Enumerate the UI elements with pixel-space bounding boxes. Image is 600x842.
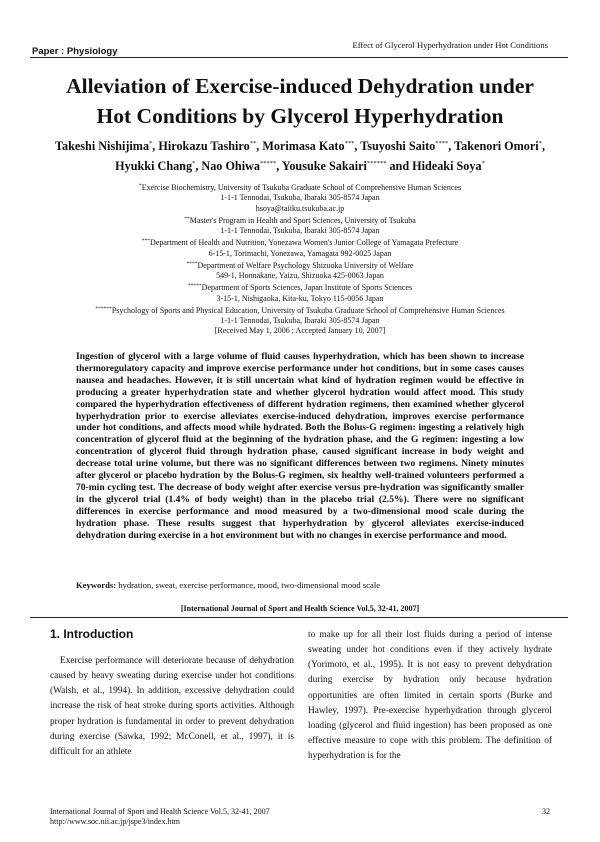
author-3: Morimasa Kato***, bbox=[262, 139, 361, 153]
title-line-2: Hot Conditions by Glycerol Hyperhydration bbox=[96, 104, 504, 128]
affiliation-3: ***Department of Health and Nutrition, Yonezawa Women's Junior College of Yamagata Prefecture 6-15-1, Torimachi, Yonezawa, Yamagata 992-0025 Japan bbox=[141, 238, 459, 258]
author-4: Tsuyoshi Saito****, bbox=[360, 139, 455, 153]
journal-citation: [International Journal of Sport and Health Science Vol.5, 32-41, 2007] bbox=[180, 604, 420, 613]
keywords-label: Keywords: bbox=[76, 580, 117, 590]
affiliation-2: **Master's Program in Health and Sport Sciences, University of Tsukuba 1-1-1 Tennodai, Tsukuba, Ibaraki 305-8574 Japan bbox=[184, 215, 416, 235]
author-8: Yousuke Sakairi****** and bbox=[281, 159, 413, 173]
contact-email[interactable]: hsoya@taiiku.tsukuba.ac.jp bbox=[255, 203, 345, 213]
author-9: Hideaki Soya* bbox=[412, 159, 485, 173]
introduction-left-column: Exercise performance will deteriorate because of dehydration caused by heavy sweating during exercise under hot conditions (Walsh, et al., 1994). In addition, excessive dehydration could increase the risk of heat stroke during sports activities. Although proper hydration is fundamental in order to prevent dehydration during exercise (Sawka, 1992; McConell, et al., 1997), it is difficult for an athlete bbox=[50, 656, 294, 757]
affiliations bbox=[20, 181, 580, 337]
abstract: Ingestion of glycerol with a large volume of fluid causes hyperhydration, which has been shown to increase thermoregulatory capacity and improve exercise performance under hot conditions, but in some cases causes nausea and headaches. However, it is still uncertain what kind of hydration regimen would be effective in producing a greater hyperhydration state and whether glycerol hydration would affect mood. This study compared the hyperhydration effectiveness of different hydration regimens, then examined whether glycerol hyperhydration prior to exercise alleviates exercise-induced dehydration, improves exercise performance under hot conditions, and affects mood while hydrated. Both the Bolus-G regimen: ingesting a relatively high concentration of glycerol fluid at the beginning of the hydration phase, and the G regimen: ingesting a low concentration of glycerol fluid through hydration phase, caused significant increase in body weight and decrease total urine volume, but there was no significant differences between two regimens. Ninety minutes after glycerol or placebo hydration by the Bolus-G regimen, six healthy well-trained volunteers performed a 70-min cycling test. The decrease of body weight after exercise versus pre-hydration was significantly smaller in the glycerol trial (1.4% of body weight) than in the placebo trial (2.5%). There were no significant differences in exercise performance and mood measured by a two-dimensional mood scale during the hydration phase. These results suggest that hyperhydration by glycerol alleviates exercise-induced dehydration during exercise in a hot environment but with no changes in exercise performance and mood. bbox=[76, 351, 524, 541]
keywords bbox=[76, 580, 536, 590]
running-head: Effect of Glycerol Hyperhydration under Hot Conditions bbox=[352, 40, 548, 50]
author-1: Takeshi Nishijima*, bbox=[55, 139, 159, 153]
affiliation-4: ****Department of Welfare Psychology Shizuoka University of Welfare 549-1, Honnakane, Yaizu, Shizuoka 425-0063 Japan bbox=[186, 260, 414, 280]
author-6: Hyukki Chang*, bbox=[115, 159, 202, 173]
affiliation-5: *****Department of Sports Sciences, Japan Institute of Sports Sciences 3-15-1, Nishigaoka, Kita-ku, Tokyo 115-0056 Japan bbox=[187, 283, 413, 303]
introduction-right-column: to make up for all their lost fluids during a period of intense sweating under hot conditions even if they actively hydrate (Yorimoto, et al., 1995). It is not easy to prevent dehydration during exercise by hydration only because hydration opportunities are often limited in certain sports (Burke and Hawley, 1997). Pre-exercise hyperhydration through glycerol loading (glycerol and fluid ingestion) has been proposed as one effective measure to cope with this problem. The definition of hyperhydration is for the bbox=[308, 630, 552, 762]
author-7: Nao Ohiwa*****, bbox=[201, 159, 282, 173]
affiliation-6: ******Psychology of Sports and Physical Education, University of Tsukuba Graduate School of Comprehensive Human Sciences 1-1-1 Tennodai, Tsukuba, Ibaraki 305-8574 Japan bbox=[95, 305, 505, 325]
affiliation-1: *Exercise Biochemistry, University of Tsukuba Graduate School of Comprehensive Human Sciences 1-1-1 Tennodai, Tsukuba, Ibaraki 305-8574 Japan hsoya@taiiku.tsukuba.ac.jp bbox=[20, 181, 580, 214]
keywords-text: hydration, sweat, exercise performance, mood, two-dimensional mood scale bbox=[116, 580, 381, 590]
paper-type-label: Paper : Physiology bbox=[32, 46, 118, 57]
citation-divider bbox=[30, 617, 568, 618]
received-dates: [Received May 1, 2006 ; Accepted January 10, 2007] bbox=[214, 326, 386, 336]
author-list bbox=[20, 135, 580, 175]
author-5: Takenori Omori*, bbox=[454, 139, 545, 153]
title-line-1: Alleviation of Exercise-induced Dehydration under bbox=[66, 74, 534, 98]
author-2: Hirokazu Tashiro**, bbox=[158, 139, 263, 153]
page-number: 32 bbox=[542, 807, 550, 816]
footer-journal-info: International Journal of Sport and Health Science Vol.5, 32-41, 2007 bbox=[50, 807, 270, 816]
paper-title bbox=[20, 71, 580, 131]
section-heading-introduction: 1. Introduction bbox=[50, 627, 134, 641]
header-divider bbox=[30, 57, 568, 58]
footer-url-link[interactable]: http://www.soc.nii.ac.jp/jspe3/index.htm bbox=[50, 817, 180, 826]
